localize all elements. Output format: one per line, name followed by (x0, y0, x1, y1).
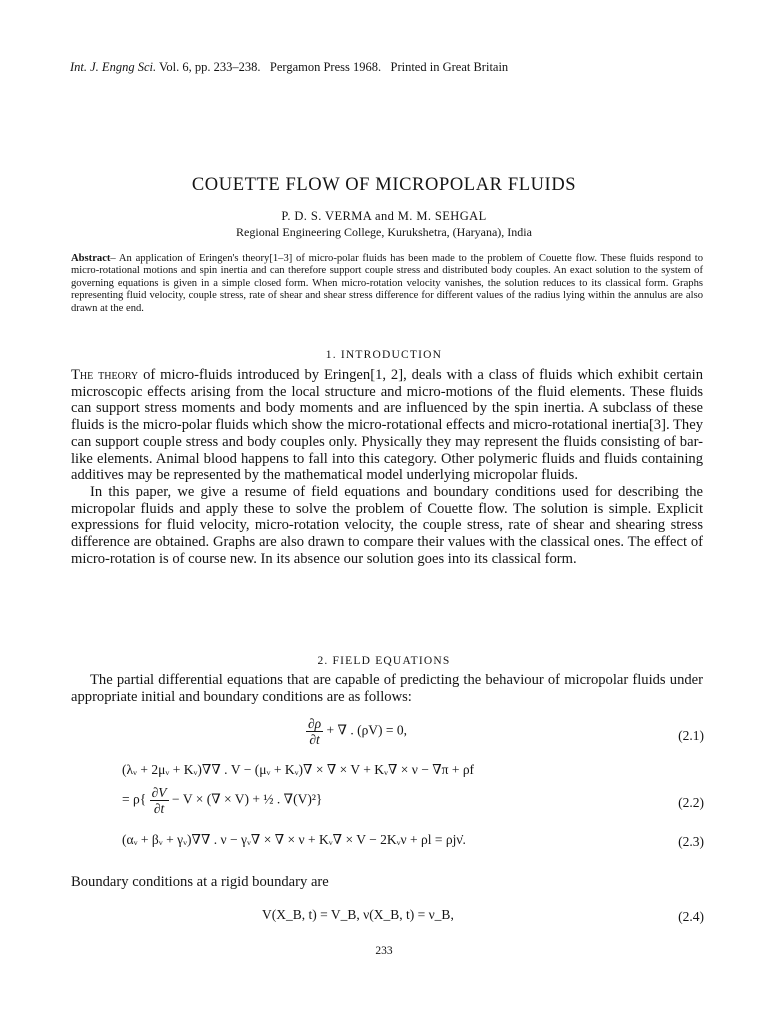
introduction-paragraph-2: In this paper, we give a resume of field equations and boundary conditions used for describing the micropolar fluids and apply these to solve the problem of Couette flow. The solution is simple. Explicit expressions for fluid velocity, micro-rotation velocity, the couple stress, rate of shear and shearing stress difference are obtained. Graphs are also drawn to compare their values with the classical ones. The effect of micro-rotation is of course new. In its absence our solution goes into its classical form. (71, 483, 703, 567)
eq22-denominator: ∂t (153, 801, 165, 816)
equation-label-2-3: (2.3) (678, 834, 704, 849)
abstract-text: – An application of Eringen's theory[1–3] of micro-polar fluids has been made to the problem of Couette flow. These fluids respond to micro-rotational motions and spin inertia and can therefore support couple stress and distributed body couples. An exact solution to the system of governing equations is given in a simple closed form. When micro-rotation velocity vanishes, the solution reduces to its classical form. Graphs representing fluid velocity, couple stress, rate of shear and shear stress difference for different values of the radius lying within the annulus are also drawn at the end. (71, 253, 703, 314)
eq21-numerator: ∂ρ (308, 716, 322, 731)
abstract (71, 253, 703, 315)
journal-publisher: Pergamon Press 1968. (269, 60, 382, 74)
journal-citation: Vol. 6, pp. 233–238. (159, 60, 261, 74)
section-heading-field-equations: 2. FIELD EQUATIONS (317, 655, 451, 667)
equation-2-2-line-2 (122, 785, 322, 816)
introduction-body (71, 367, 703, 567)
equation-label-2-1: (2.1) (678, 728, 704, 743)
eq22-numerator: ∂V (151, 785, 167, 800)
equation-2-2-line-1: (λᵥ + 2μᵥ + Kᵥ)∇∇ . V − (μᵥ + Kᵥ)∇ × ∇ × V + Kᵥ∇ × ν − ∇π + ρf (122, 762, 475, 777)
boundary-conditions-text: Boundary conditions at a rigid boundary are (71, 874, 329, 890)
eq22-rest: − V × (∇ × V) + ½ . ∇(V)²} (171, 791, 323, 807)
eq22-fraction (150, 785, 169, 816)
abstract-label: Abstract (71, 253, 111, 264)
field-equations-paragraph: The partial differential equations that are capable of predicting the behaviour of micropolar fluids under appropriate initial and boundary conditions are as follows: (71, 672, 703, 705)
paper-authors: P. D. S. VERMA and M. M. SEHGAL (281, 209, 487, 223)
eq21-denominator: ∂t (309, 732, 320, 747)
field-equations-intro (71, 672, 703, 705)
equation-2-3: (αᵥ + βᵥ + γᵥ)∇∇ . ν − γᵥ∇ × ∇ × ν + Kᵥ∇ × V − 2Kᵥν + ρl = ρjν̇. (122, 832, 466, 847)
paper-title: COUETTE FLOW OF MICROPOLAR FLUIDS (191, 175, 577, 195)
page-number: 233 (375, 945, 393, 957)
paper-affiliation: Regional Engineering College, Kurukshetra, (Haryana), India (236, 225, 532, 239)
equation-2-4: V(X_B, t) = V_B, ν(X_B, t) = ν_B, (262, 907, 454, 922)
equation-2-1 (306, 716, 407, 747)
section-heading-introduction: 1. INTRODUCTION (325, 349, 443, 361)
eq21-rest: + ∇ . (ρV) = 0, (326, 722, 408, 738)
journal-header (70, 60, 508, 75)
introduction-text-1: of micro-fluids introduced by Eringen[1, 2], deals with a class of fluids which exhibit certain microscopic effects arising from the local structure and micro-motions of the fluid elements. These fluids can support stress moments and body moments and are influenced by the spin inertia. A subclass of these fluids is the micro-polar fluids which show the micro-rotational effects and micro-rotational inertia[3]. They can support couple stress and body couples only. Physically they may represent the fluids consisting of bar-like elements. Animal blood happens to fall into this category. Other polymeric fluids and fluids containing additives may be represented by the mathematical model underlying micropolar fluids. (71, 367, 703, 484)
introduction-lead: The theory (71, 367, 139, 383)
eq21-fraction (306, 716, 323, 747)
introduction-paragraph-1 (71, 367, 703, 484)
equation-label-2-4: (2.4) (678, 909, 704, 924)
eq22-prefix: = ρ{ (122, 791, 147, 807)
equation-label-2-2: (2.2) (678, 795, 704, 810)
journal-abbrev: Int. J. Engng Sci. (70, 60, 157, 74)
journal-printed: Printed in Great Britain (390, 60, 509, 74)
